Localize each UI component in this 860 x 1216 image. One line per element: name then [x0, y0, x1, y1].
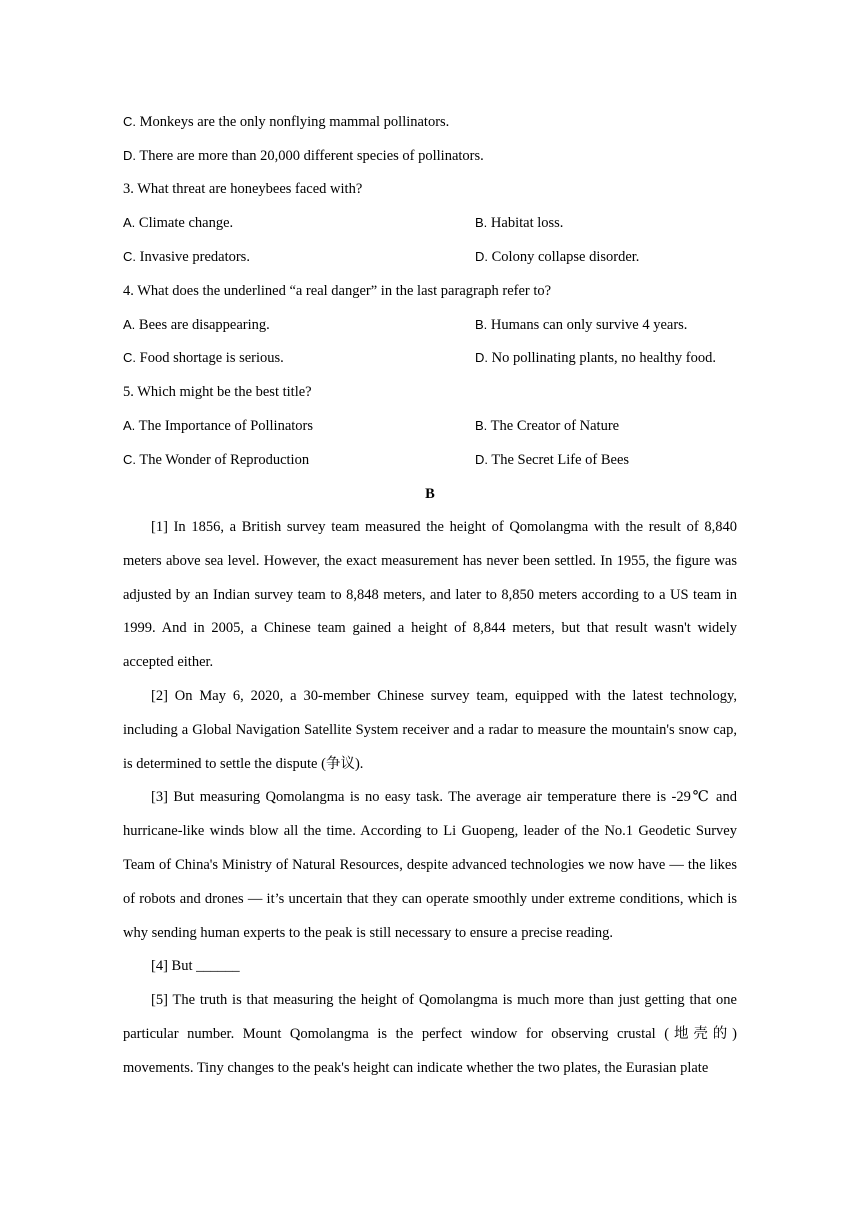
q4-option-b: [475, 315, 687, 335]
passage: [123, 511, 737, 1086]
option-text: The Secret Life of Bees: [491, 452, 630, 468]
option-letter: C.: [123, 350, 136, 365]
option-letter: D.: [475, 350, 488, 365]
option-letter: D.: [123, 148, 136, 163]
option-letter: A.: [123, 317, 136, 332]
paragraph-1: [1] In 1856, a British survey team measured the height of Qomolangma with the result of 8,840 meters above sea level. However, the exact measurement has never been settled. In 1955, the figure was adjusted by an Indian survey team to 8,848 meters, and later to 8,850 meters according to a US team in 1999. And in 2005, a Chinese team gained a height of 8,844 meters, but that result wasn't widely accepted either.: [123, 519, 737, 671]
q3-option-b: [475, 213, 563, 233]
q5-option-a: [123, 416, 313, 436]
option-text: Climate change.: [138, 215, 234, 231]
q4-option-d: [475, 348, 716, 368]
paragraph-3: [3] But measuring Qomolangma is no easy task. The average air temperature there is -29℃ and hurricane-like winds blow all the time. According to Li Guopeng, leader of the No.1 Geodetic Survey Team of China's Ministry of Natural Resources, despite advanced technologies we now have — the likes of robots and drones — it’s uncertain that they can operate smoothly under extreme conditions, which is why sending human experts to the peak is still necessary to ensure a precise reading.: [123, 789, 737, 941]
option-letter: A.: [123, 418, 136, 433]
paragraph-2: [2] On May 6, 2020, a 30-member Chinese survey team, equipped with the latest technology, including a Global Navigation Satellite System receiver and a radar to measure the mountain's snow cap, is determined to settle the dispute (争议).: [123, 687, 737, 772]
option-letter: C.: [123, 452, 136, 467]
option-letter: B.: [475, 418, 488, 433]
option-text: Monkeys are the only nonflying mammal pollinators.: [139, 114, 450, 130]
q3-option-d: [475, 247, 639, 267]
option-letter: C.: [123, 114, 136, 129]
option-text: No pollinating plants, no healthy food.: [491, 350, 716, 366]
paragraph-4: [4] But ______: [151, 958, 240, 975]
paragraph-5: [5] The truth is that measuring the height of Qomolangma is much more than just getting that one particular number. Mount Qomolangma is the perfect window for observing crustal (地壳的) movements. Tiny changes to the peak's height can indicate whether the two plates, the Eurasian plate: [123, 992, 737, 1076]
q3-stem: 3. What threat are honeybees faced with?: [123, 181, 363, 197]
option-text: Habitat loss.: [490, 215, 564, 231]
option-letter: B.: [475, 317, 488, 332]
option-text: The Creator of Nature: [490, 418, 620, 434]
option-text: Humans can only survive 4 years.: [490, 317, 688, 333]
option-text: The Importance of Pollinators: [138, 418, 314, 434]
section-heading: B: [425, 486, 435, 502]
q5-option-c: [123, 450, 309, 470]
option-text: Food shortage is serious.: [139, 350, 284, 366]
option-text: Invasive predators.: [139, 249, 250, 265]
option-letter: B.: [475, 215, 488, 230]
option-letter: A.: [123, 215, 136, 230]
option-text: The Wonder of Reproduction: [139, 452, 310, 468]
q3-option-c: [123, 247, 250, 267]
q5-option-b: [475, 416, 619, 436]
q2-option-d: [123, 146, 484, 166]
q5-option-d: [475, 450, 629, 470]
option-text: Colony collapse disorder.: [491, 249, 640, 265]
option-letter: C.: [123, 249, 136, 264]
q5-stem: 5. Which might be the best title?: [123, 384, 312, 400]
q4-option-c: [123, 348, 284, 368]
q2-option-c: [123, 112, 449, 132]
option-text: There are more than 20,000 different species of pollinators.: [139, 148, 484, 164]
option-letter: D.: [475, 452, 488, 467]
option-letter: D.: [475, 249, 488, 264]
q4-stem: 4. What does the underlined “a real danger” in the last paragraph refer to?: [123, 283, 552, 299]
q3-option-a: [123, 213, 233, 233]
option-text: Bees are disappearing.: [138, 317, 270, 333]
q4-option-a: [123, 315, 270, 335]
